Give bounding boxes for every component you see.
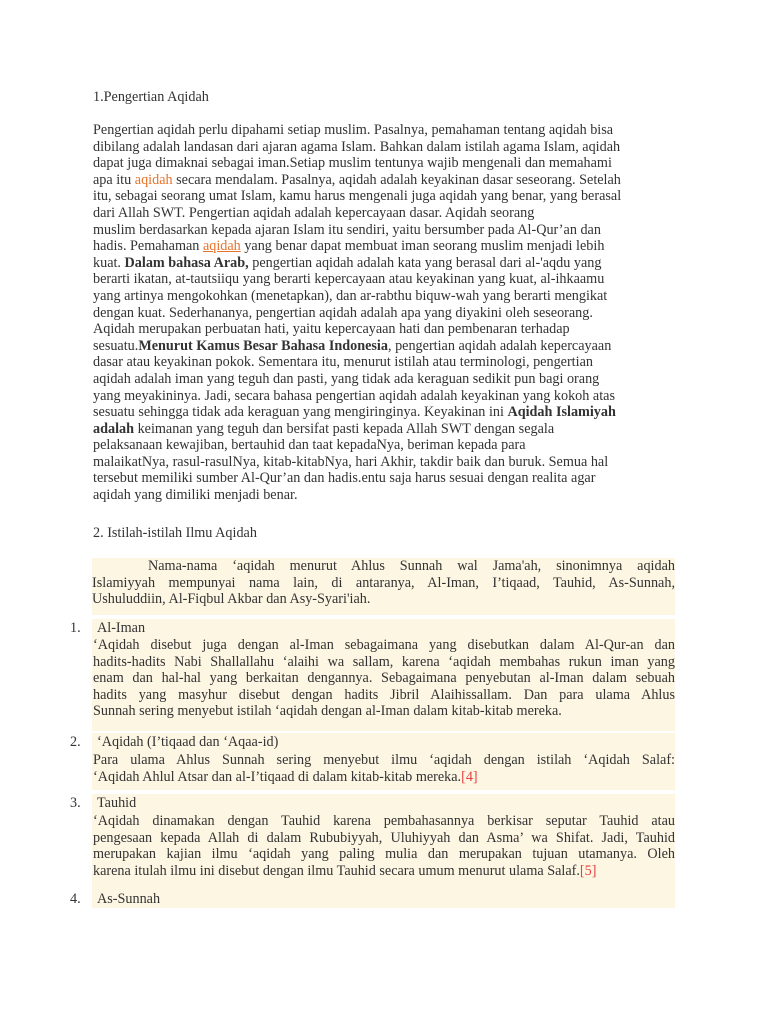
text-run: aqidah adalah iman yang teguh dan pasti, yang tidak ada keraguan sedikit pun bagi orang (93, 370, 600, 387)
footnote-ref-4[interactable]: [4] (461, 768, 478, 785)
section-1-heading: 1.Pengertian Aqidah (93, 89, 209, 105)
list-item-title: Tauhid (97, 795, 137, 811)
text-run: malaikatNya, rasul-rasulNya, kitab-kitabNya, hari Akhir, takdir baik dan buruk. Semua hal (93, 453, 609, 470)
text-run: Aqidah merupakan perbuatan hati, yaitu kepercayaan hati dan pembenaran terhadap (93, 321, 570, 338)
section-2-intro (92, 558, 675, 615)
text-run: sesuatu. (93, 337, 139, 354)
text-run: Pengertian aqidah perlu dipahami setiap muslim. Pasalnya, pemahaman tentang aqidah bisa (93, 122, 614, 138)
text-run: dapat juga dimaknai sebagai iman.Setiap muslim tentunya wajib mengenali dan memahami (93, 155, 612, 172)
list-item-as-sunnah (92, 889, 675, 908)
section-1-paragraph (93, 122, 673, 504)
body-line: ‘Aqidah disebut juga dengan al-Iman sebagaimana yang disebutkan dalam Al-Qur-an dan (93, 637, 675, 653)
text-run: keimanan yang teguh dan bersifat pasti kepada Allah SWT dengan segala (134, 420, 555, 437)
body-line-text: ‘Aqidah Ahlul Atsar dan al-I’tiqaad di dalam kitab-kitab mereka. (93, 768, 462, 785)
text-run: dasar atau keyakinan pokok. Sementara itu, menurut istilah atau terminologi, pengertian (93, 354, 593, 371)
text-run: aqidah yang dimiliki menjadi benar. (93, 487, 298, 504)
list-item-body (92, 637, 675, 720)
paragraph-line (93, 321, 673, 338)
body-line: hadits-hadits Nabi Shallallahu ‘alaihi wa sallam, karena ‘aqidah membahas rukun iman yang (93, 653, 675, 670)
paragraph-line (93, 470, 673, 487)
body-line (92, 863, 675, 880)
text-run: kuat. (93, 254, 125, 271)
list-item-body (92, 752, 675, 785)
text-run: secara mendalam. Pasalnya, aqidah adalah keyakinan dasar seseorang. Setelah (172, 171, 621, 188)
text-run: dari Allah SWT. Pengertian aqidah adalah kepercayaan dasar. Aqidah seorang (93, 204, 535, 221)
paragraph-line (93, 338, 673, 355)
bold-term: Aqidah Islamiyah (507, 404, 616, 421)
paragraph-line (93, 305, 673, 322)
paragraph-line (93, 188, 673, 205)
body-line (92, 769, 675, 786)
body-line: merupakan kajian ilmu ‘aqidah yang paling mulia dan merupakan tujuan utamanya. Oleh (93, 846, 675, 863)
bold-term: Dalam bahasa Arab, (124, 254, 249, 271)
intro-line: Nama-nama ‘aqidah menurut Ahlus Sunnah wal Jama'ah, sinonimnya aqidah (148, 558, 675, 574)
paragraph-line (93, 172, 673, 189)
section-2-heading: 2. Istilah-istilah Ilmu Aqidah (93, 525, 257, 541)
text-run: sesuatu sehingga tidak ada keraguan yang mengiringinya. Keyakinan ini (93, 404, 508, 421)
text-run: dibilang adalah landasan dari ajaran agama Islam. Bahkan dalam istilah agama Islam, aqidah (93, 138, 621, 155)
paragraph-line (93, 437, 673, 454)
body-line: enam dan hal-hal yang berkaitan dengannya. Sebagaimana penyebutan al-Iman dalam sebuah (93, 670, 675, 687)
paragraph-line (93, 354, 673, 371)
paragraph-line (93, 155, 673, 172)
paragraph-line (93, 238, 673, 255)
body-line-text: karena itulah ilmu ini disebut dengan ilmu Tauhid secara umum menurut ulama Salaf. (93, 862, 580, 879)
aqidah-link[interactable]: aqidah (202, 238, 241, 255)
paragraph-line (93, 222, 673, 239)
intro-line: Ushuluddiin, Al-Fiqbul Akbar dan Asy-Syari'iah. (92, 591, 371, 608)
paragraph-line (93, 371, 673, 388)
highlight-term: aqidah (134, 171, 173, 188)
body-line: pengesaan kepada Allah di dalam Rububiyyah, Uluhiyyah dan Asma’ wa Shifat. Jadi, Tauhid (93, 829, 675, 846)
intro-line: Islamiyyah mempunyai nama lain, di antaranya, Al-Iman, I’tiqaad, Tauhid, As-Sunnah, (92, 574, 675, 591)
paragraph-line (93, 421, 673, 438)
list-item-title: ‘Aqidah (I’tiqaad dan ‘Aqaa-id) (97, 734, 279, 750)
text-run: itu, sebagai seorang umat Islam, kamu harus mengenali juga aqidah yang benar, yang berasal (93, 188, 622, 205)
list-item-title: Al-Iman (97, 620, 146, 636)
body-line: ‘Aqidah dinamakan dengan Tauhid karena pembahasannya berkisar seputar Tauhid atau (93, 813, 675, 829)
footnote-ref-5[interactable]: [5] (579, 862, 597, 879)
list-item-body (92, 813, 675, 879)
text-run: apa itu (93, 171, 135, 188)
list-item-title: As-Sunnah (97, 891, 161, 907)
paragraph-line (93, 404, 673, 421)
paragraph-line (93, 271, 673, 288)
text-run: muslim berdasarkan kepada ajaran Islam itu sendiri, yaitu bersumber pada Al-Qur’an dan (93, 221, 601, 238)
text-run: yang artinya mengokohkan (menetapkan), dan ar-rabthu biquw-wah yang berarti mengikat (93, 287, 608, 304)
text-run: , pengertian aqidah adalah kepercayaan (387, 337, 612, 354)
text-run: pengertian aqidah adalah kata yang berasal dari al-'aqdu yang (248, 254, 602, 271)
list-item-number: 2. (70, 734, 81, 750)
text-run: berarti ikatan, at-tautsiiqu yang berarti kepercayaan atau keyakinan yang kuat, al-ihkaamu (93, 271, 605, 288)
text-run: pelaksanaan kewajiban, bertauhid dan taat kepadaNya, beriman kepada para (93, 437, 526, 454)
paragraph-line (93, 122, 673, 139)
text-run: hadis. Pemahaman (93, 238, 203, 255)
bold-term: adalah (93, 420, 135, 437)
body-line: Sunnah sering menyebut istilah ‘aqidah dengan al-Iman dalam kitab-kitab mereka. (93, 703, 562, 720)
paragraph-line (93, 454, 673, 471)
paragraph-line (93, 388, 673, 405)
text-run: yang meyakininya. Jadi, secara bahasa pengertian aqidah adalah keyakinan yang kokoh atas (93, 387, 615, 404)
paragraph-line (93, 255, 673, 272)
text-run: dengan kuat. Sederhananya, pengertian aqidah adalah apa yang diyakini oleh seseorang. (93, 304, 593, 321)
list-item-number: 4. (70, 891, 81, 907)
paragraph-line (93, 288, 673, 305)
text-run: yang benar dapat membuat iman seorang muslim menjadi lebih (240, 238, 605, 255)
paragraph-line (93, 139, 673, 156)
body-line: hadits yang masyhur disebut dengan hadits Jibril Alaihissallam. Dan para ulama Ahlus (93, 686, 675, 703)
text-run: tersebut memiliki sumber Al-Qur’an dan hadis.entu saja harus sesuai dengan realita agar (93, 470, 596, 487)
paragraph-line (93, 487, 673, 504)
list-item-number: 1. (70, 620, 81, 636)
list-item-number: 3. (70, 795, 81, 811)
paragraph-line (93, 205, 673, 222)
bold-term: Menurut Kamus Besar Bahasa Indonesia (138, 337, 388, 354)
body-line: Para ulama Ahlus Sunnah sering menyebut ilmu ‘aqidah dengan istilah ‘Aqidah Salaf: (93, 752, 675, 768)
